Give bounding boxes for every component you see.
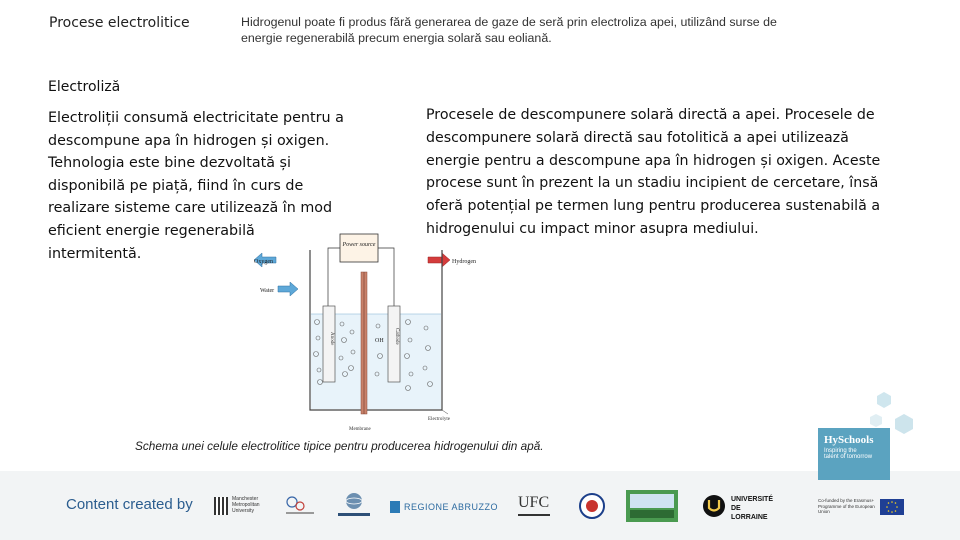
header-intro: Hidrogenul poate fi produs fără generarea de gaze de seră prin electroliza apei, utilizând surse de energie regenerabilă precum energia solară sau eoliană. — [241, 15, 777, 45]
eu-text: Co-funded by the Erasmus+ Programme of the European Union — [818, 498, 875, 514]
solar-lead: Procesele de descompunere solară directă a apei. — [426, 107, 781, 123]
manchester-text: Manchester Metropolitan University — [232, 496, 260, 514]
lorraine-mark — [702, 494, 726, 518]
hex-small-1 — [877, 392, 891, 408]
logo-2 — [282, 492, 320, 520]
logo-6 — [578, 492, 606, 520]
diagram-caption: Schema unei celule electrolitice tipice pentru producerea hidrogenului din apă. — [135, 439, 544, 453]
solar-paragraph — [426, 104, 906, 241]
badge-line1: Inspiring the — [824, 448, 857, 454]
logo-3 — [334, 490, 374, 520]
hex-small-3 — [870, 414, 882, 427]
logo-eu — [818, 496, 906, 520]
logo-6-mark — [578, 492, 606, 520]
hydrogen-label: Hydrogen — [452, 259, 476, 265]
hex-small-2 — [895, 414, 913, 434]
oxygen-label: Oxygen — [254, 259, 273, 265]
hydrogen-arrow — [428, 253, 450, 267]
membrane-label: Membrane — [349, 427, 371, 432]
anode-label: Anode — [329, 332, 334, 346]
electrolyte-label: Electrolyte — [428, 417, 450, 422]
electrolysis-paragraph: Electroliții consumă electricitate pentru a descompune apa în hidrogen și oxigen. Tehnologia este bine dezvoltată și disponibilă pe piață, fiind în curs de realizare sisteme care utilizează în mod eficient energie regenerabilă intermitentă. — [48, 110, 344, 262]
power-source-label: Power source — [342, 242, 376, 248]
water-label: Water — [260, 288, 275, 294]
lorraine-text: UNIVERSITÉ DE LORRAINE — [731, 496, 774, 521]
header-title: Procese electrolitice — [49, 15, 190, 31]
eu-stars-icon — [880, 499, 904, 515]
logo-2-mark — [282, 492, 320, 520]
oh-label: OH — [375, 338, 384, 344]
electrolysis-title: Electroliză — [48, 79, 121, 95]
logo-manchester — [214, 494, 272, 520]
logo-regione — [390, 499, 499, 519]
solar-body: Procesele de descompunere solară directă sau fotolitică a apei utilizează energie pentru a descompune apa în hidrogen și oxigen. Aceste procese sunt în prezent la un stadiu incipient de cercetare, însă oferă potențial pe termen lung pentru producerea sustenabilă a hidrogenului cu impact minor asupra mediului. — [426, 107, 881, 237]
logo-7 — [626, 490, 678, 522]
wire-right — [378, 248, 394, 306]
badge-title: HySchools — [824, 434, 874, 446]
badge-line2: talent of tomorrow — [824, 454, 873, 460]
ufc-text: UFC — [518, 494, 550, 511]
footer-credit: Content created by — [66, 496, 193, 513]
logo-3-mark — [334, 490, 374, 520]
water-arrow — [278, 282, 298, 296]
regione-text: REGIONE ABRUZZO — [404, 502, 499, 512]
cathode-label: Cathode — [394, 328, 399, 345]
logo-ufc — [514, 492, 554, 522]
hyschools-badge — [818, 428, 890, 480]
logo-lorraine — [702, 492, 772, 520]
